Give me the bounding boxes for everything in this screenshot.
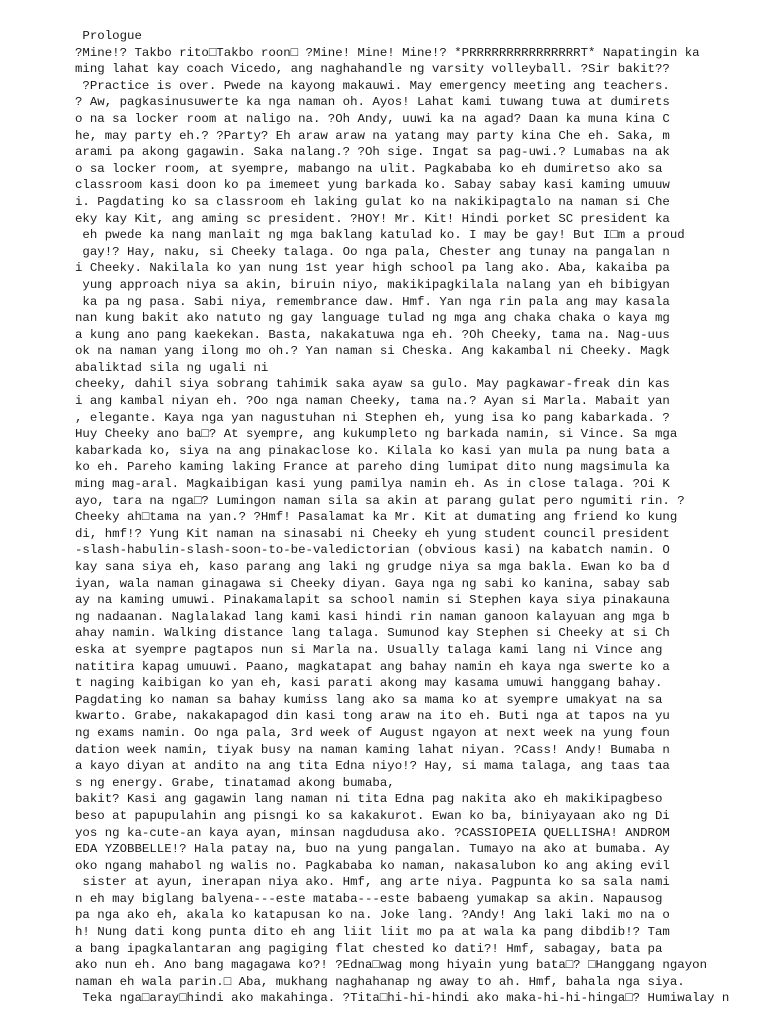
text-line: natitira kapag umuuwi. Paano, magkatapat ang bahay namin eh kaya nga swerte ko a bbox=[75, 659, 670, 674]
document-body-text bbox=[75, 28, 765, 1007]
text-line: yos ng ka-cute-an kaya ayan, minsan nagdudusa ako. ?CASSIOPEIA QUELLISHA! ANDROM bbox=[75, 825, 670, 840]
text-line: EDA YZOBBELLE!? Hala patay na, buo na yung pangalan. Tumayo na ako at bumaba. Ay bbox=[75, 842, 670, 857]
text-line: nan kung bakit ako natuto ng gay language tulad ng mga ang chaka chaka o kaya mg bbox=[75, 311, 670, 326]
text-line: ay na kaming umuwi. Pinakamalapit sa school namin si Stephen kaya siya pinakauna bbox=[75, 593, 670, 608]
text-line: dation week namin, tiyak busy na naman kaming lahat niyan. ?Cass! Andy! Bumaba n bbox=[75, 742, 670, 757]
text-line: ng exams namin. Oo nga pala, 3rd week of August ngayon at next week na yung foun bbox=[75, 725, 670, 740]
text-line: ko eh. Pareho kaming laking France at pareho ding lumipat dito nung magsimula ka bbox=[75, 460, 670, 475]
text-line: ako nun eh. Ano bang magagawa ko?! ?Edna□wag mong hiyain yung bata□? □Hanggang ngayon bbox=[75, 958, 708, 973]
text-line: beso at papupulahin ang pisngi ko sa kakakurot. Ewan ko ba, biniyayaan ako ng Di bbox=[75, 808, 670, 823]
text-line: s ng energy. Grabe, tinatamad akong bumaba, bbox=[75, 775, 395, 790]
text-line: a kayo diyan at andito na ang tita Edna niyo!? Hay, si mama talaga, ang taas taa bbox=[75, 759, 670, 774]
text-line: ayo, tara na nga□? Lumingon naman sila sa akin at parang gulat pero ngumiti rin. ? bbox=[75, 493, 685, 508]
text-line: oko ngang mahabol ng walis no. Pagkababa ko naman, nakasalubon ko ang aking evil bbox=[75, 858, 670, 873]
text-line: Cheeky ah□tama na yan.? ?Hmf! Pasalamat ka Mr. Kit at dumating ang friend ko kung bbox=[75, 510, 678, 525]
text-line: arami pa akong gagawin. Saka nalang.? ?Oh sige. Ingat sa pag-uwi.? Lumabas na ak bbox=[75, 145, 670, 160]
text-line: ng nadaanan. Naglalakad lang kami kasi hindi rin naman ganoon kalayuan ang mga b bbox=[75, 609, 670, 624]
text-line: o na sa locker room at naligo na. ?Oh Andy, uuwi ka na agad? Daan ka muna kina C bbox=[75, 111, 670, 126]
text-line: bakit? Kasi ang gagawin lang naman ni tita Edna pag nakita ako eh makikipagbeso bbox=[75, 792, 663, 807]
text-line: eh pwede ka nang manlait ng mga baklang katulad ko. I may be gay! But I□m a proud bbox=[75, 228, 685, 243]
text-line: ?Mine!? Takbo rito□Takbo roon□ ?Mine! Mine! Mine!? *PRRRRRRRRRRRRRRRT* Napatingin ka bbox=[75, 45, 700, 60]
chapter-title: Prologue bbox=[75, 29, 142, 43]
text-line: abaliktad sila ng ugali ni bbox=[75, 360, 269, 375]
text-line: eska at syempre pagtapos nun si Marla na. Usually talaga kami lang ni Vince ang bbox=[75, 642, 663, 657]
text-line: eky kay Kit, ang aming sc president. ?HOY! Mr. Kit! Hindi porket SC president ka bbox=[75, 211, 670, 226]
text-line: ?Practice is over. Pwede na kayong makauwi. May emergency meeting ang teachers. bbox=[75, 78, 670, 93]
text-line: a bang ipagkalantaran ang pagiging flat chested ko dati?! Hmf, sabagay, bata pa bbox=[75, 941, 663, 956]
text-line: naman eh wala parin.□ Aba, mukhang naghahanap ng away to ah. Hmf, bahala nga siya. bbox=[75, 974, 685, 989]
text-line: i. Pagdating ko sa classroom eh laking gulat ko na nakikipagtalo na naman si Che bbox=[75, 194, 670, 209]
text-line: n eh may biglang balyena---este mataba---este babaeng yumakap sa akin. Napausog bbox=[75, 891, 663, 906]
text-line: classroom kasi doon ko pa imemeet yung barkada ko. Sabay sabay kasi kaming umuuw bbox=[75, 178, 670, 193]
text-line: -slash-habulin-slash-soon-to-be-valedictorian (obvious kasi) na kabatch namin. O bbox=[75, 543, 670, 558]
text-line: ming lahat kay coach Vicedo, ang naghahandle ng varsity volleyball. ?Sir bakit?? bbox=[75, 62, 670, 77]
text-line: ahay namin. Walking distance lang talaga. Sumunod kay Stephen si Cheeky at si Ch bbox=[75, 626, 670, 641]
text-line: Pagdating ko naman sa bahay kumiss lang ako sa mama ko at syempre umakyat na sa bbox=[75, 692, 663, 707]
text-line: ? Aw, pagkasinusuwerte ka nga naman oh. Ayos! Lahat kami tuwang tuwa at dumirets bbox=[75, 95, 670, 110]
text-line: yung approach niya sa akin, biruin niyo, makikipagkilala nalang yan eh bibigyan bbox=[75, 277, 670, 292]
text-line: iyan, wala naman ginagawa si Cheeky diyan. Gaya nga ng sabi ko kanina, sabay sab bbox=[75, 576, 670, 591]
text-line: pa nga ako eh, akala ko katapusan ko na. Joke lang. ?Andy! Ang laki laki mo na o bbox=[75, 908, 670, 923]
text-line: sister at ayun, inerapan niya ako. Hmf, ang arte niya. Pagpunta ko sa sala nami bbox=[75, 875, 670, 890]
text-line: he, may party eh.? ?Party? Eh araw araw na yatang may party kina Che eh. Saka, m bbox=[75, 128, 670, 143]
text-line: kabarkada ko, siya na ang pinakaclose ko. Kilala ko kasi yan mula pa nung bata a bbox=[75, 443, 670, 458]
text-line: t naging kaibigan ko yan eh, kasi parati akong may kasama umuwi hanggang bahay. bbox=[75, 676, 663, 691]
text-line: ming mag-aral. Magkaibigan kasi yung pamilya namin eh. As in close talaga. ?Oi K bbox=[75, 477, 670, 492]
text-line: ok na naman yang ilong mo oh.? Yan naman si Cheska. Ang kakambal ni Cheeky. Magk bbox=[75, 344, 670, 359]
text-line: gay!? Hay, naku, si Cheeky talaga. Oo nga pala, Chester ang tunay na pangalan n bbox=[75, 244, 670, 259]
text-line: i ang kambal niyan eh. ?Oo nga naman Cheeky, tama na.? Ayan si Marla. Mabait yan bbox=[75, 394, 670, 409]
text-line: o sa locker room, at syempre, mabango na ulit. Pagkababa ko eh dumiretso ako sa bbox=[75, 161, 663, 176]
text-line: , elegante. Kaya nga yan nagustuhan ni Stephen eh, yung isa ko pang kabarkada. ? bbox=[75, 410, 670, 425]
text-line: kay sana siya eh, kaso parang ang laki ng grudge niya sa mga bakla. Ewan ko ba d bbox=[75, 560, 670, 574]
text-line: Huy Cheeky ano ba□? At syempre, ang kukumpleto ng barkada namin, si Vince. Sa mga bbox=[75, 427, 678, 442]
text-line: di, hmf!? Yung Kit naman na sinasabi ni Cheeky eh yung student council president bbox=[75, 526, 670, 541]
text-line: i Cheeky. Nakilala ko yan nung 1st year high school pa lang ako. Aba, kakaiba pa bbox=[75, 261, 670, 276]
text-line: ka pa ng pasa. Sabi niya, remembrance daw. Hmf. Yan nga rin pala ang may kasala bbox=[75, 294, 670, 309]
text-line: Teka nga□aray□hindi ako makahinga. ?Tita□hi-hi-hindi ako maka-hi-hi-hinga□? Humiwalay n bbox=[75, 991, 730, 1006]
text-line: h! Nung dati kong punta dito eh ang liit liit mo pa at wala ka pang dibdib!? Tam bbox=[75, 925, 670, 940]
text-line: a kung ano pang kaekekan. Basta, nakakatuwa nga eh. ?Oh Cheeky, tama na. Nag-uus bbox=[75, 327, 670, 342]
text-line: cheeky, dahil siya sobrang tahimik saka ayaw sa gulo. May pagkawar-freak din kas bbox=[75, 377, 670, 392]
text-line: kwarto. Grabe, nakakapagod din kasi tong araw na ito eh. Buti nga at tapos na yu bbox=[75, 709, 670, 724]
